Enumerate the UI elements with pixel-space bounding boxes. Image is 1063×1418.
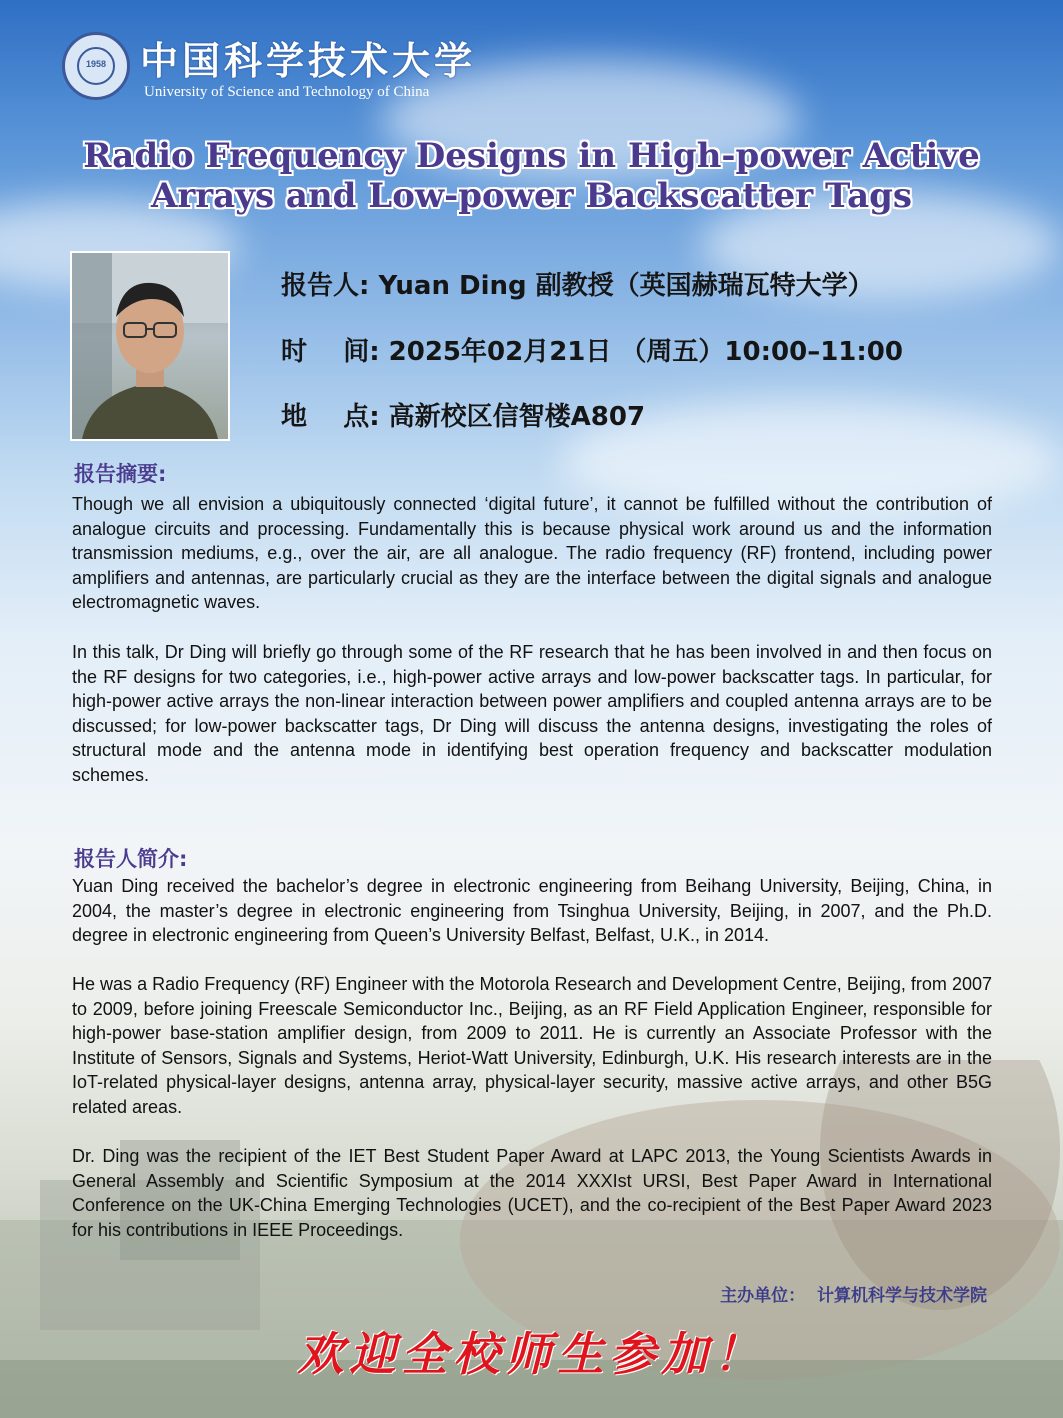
abstract-paragraph-2: In this talk, Dr Ding will briefly go through some of the RF research that he has been involved in and then focus on the RF designs for two categories, i.e., high-power active arrays and low-power backscatter tags. In particular, for high-power active arrays the non-linear interaction between power amplifiers and coupled antenna arrays are to be discussed; for low-power backscatter tags, Dr Ding will discuss the antenna designs, investigating the roles of structural mode and the antenna mode in identifying best operation frequency and backscatter modulation schemes. xyxy=(72,642,992,785)
university-name-cn: 中国科学技术大学 xyxy=(140,38,477,83)
welcome-banner: 欢迎全校师生参加！ xyxy=(297,1327,766,1381)
place-line: 地 点: 高新校区信智楼A807 xyxy=(281,402,646,432)
time-line: 时 间: 2025年02月21日 （周五）10:00–11:00 xyxy=(281,337,903,367)
university-logo xyxy=(62,32,130,100)
abstract-heading: 报告摘要: xyxy=(74,462,167,486)
bio-paragraph-3: Dr. Ding was the recipient of the IET Best Student Paper Award at LAPC 2013, the Young Scientists Awards in General Assembly and Scientific Symposium at the 2014 XXXIst URSI, Best Paper Award in International Conference on the UK-China Emerging Technologies (UCET), and the co-recipient of the Best Paper Award 2023 for his contributions in IEEE Proceedings. xyxy=(72,1146,992,1240)
bio-paragraph-1: Yuan Ding received the bachelor’s degree in electronic engineering from Beihang University, Beijing, China, in 2004, the master’s degree in electronic engineering from Tsinghua University, Beijing, in 2007, and the Ph.D. degree in electronic engineering from Queen’s University Belfast, Belfast, U.K., in 2014. xyxy=(72,876,992,946)
talk-title-line-1: Radio Frequency Designs in High-power Active xyxy=(83,136,980,176)
bio-heading: 报告人简介: xyxy=(74,847,188,871)
host-organizer: 主办单位： 计算机科学与技术学院 xyxy=(720,1286,987,1306)
logo-year: 1958 xyxy=(85,59,107,69)
university-name-en: University of Science and Technology of China xyxy=(144,84,430,100)
speaker-line: 报告人: Yuan Ding 副教授（英国赫瑞瓦特大学） xyxy=(281,271,874,301)
talk-title-line-2: Arrays and Low-power Backscatter Tags xyxy=(150,176,913,216)
speaker-photo xyxy=(70,251,230,441)
abstract-paragraph-1: Though we all envision a ubiquitously connected ‘digital future’, it cannot be fulfilled without the contribution of analogue circuits and processing. Fundamentally this is because physical work around us and the information transmission mediums, e.g., over the air, are all analogue. The radio frequency (RF) frontend, including power amplifiers and antennas, are particularly crucial as they are the interface between the digital signals and analogue electromagnetic waves. xyxy=(72,494,992,613)
bio-paragraph-2: He was a Radio Frequency (RF) Engineer with the Motorola Research and Development Centre, Beijing, from 2007 to 2009, before joining Freescale Semiconductor Inc., Beijing, as an RF Field Application Engineer, responsible for high-power base-station amplifier design, from 2009 to 2011. He is currently an Associate Professor with the Institute of Sensors, Signals and Systems, Heriot-Watt University, Edinburgh, U.K. His research interests are in the IoT-related physical-layer designs, antenna array, physical-layer security, massive active arrays, and other B5G related areas. xyxy=(72,974,992,1117)
